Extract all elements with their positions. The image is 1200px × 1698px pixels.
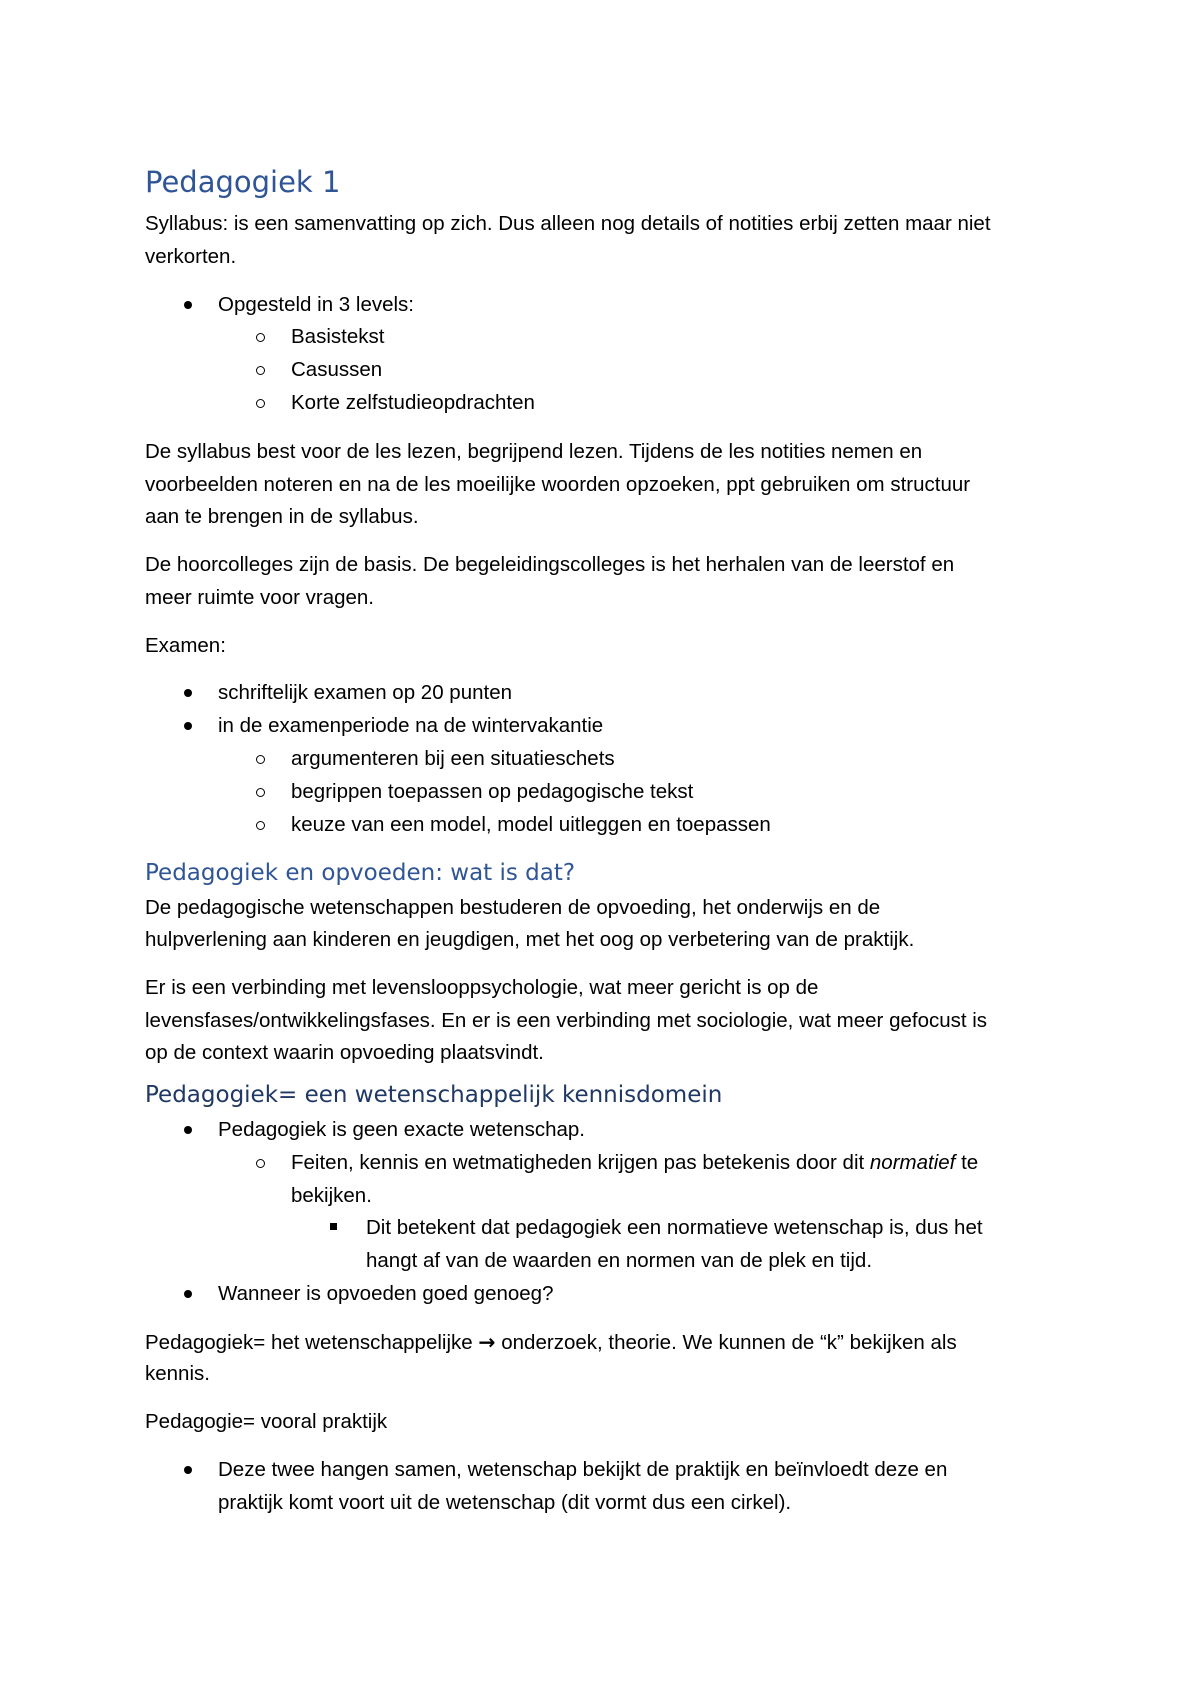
- bullet-disc-icon: [184, 722, 192, 730]
- pedagogie-definition: Pedagogie= vooral praktijk: [145, 1410, 388, 1433]
- syllabus-para-line-1: De syllabus best voor de les lezen, begrijpend lezen. Tijdens de les notities nemen en: [145, 440, 923, 463]
- pedagogiek-definition-line-1: Pedagogiek= het wetenschappelijke → onderzoek, theorie. We kunnen de “k” bekijken als: [145, 1330, 957, 1354]
- bullet-circle-icon: [256, 821, 265, 830]
- page-title: Pedagogiek 1: [145, 165, 341, 199]
- normatief-emphasis: normatief: [869, 1151, 956, 1174]
- bullet-disc-icon: [184, 1290, 192, 1298]
- section3-subsub-line-2: hangt af van de waarden en normen van de plek en tijd.: [366, 1249, 873, 1272]
- section3-bullet-1: Pedagogiek is geen exacte wetenschap.: [218, 1118, 585, 1141]
- section2-p2-line-1: Er is een verbinding met levenslooppsychologie, wat meer gericht is op de: [145, 976, 819, 999]
- section2-p1-line-2: hulpverlening aan kinderen en jeugdigen, met het oog op verbetering van de praktijk.: [145, 928, 915, 951]
- bullet-disc-icon: [184, 301, 192, 309]
- section3-sub-line-1: Feiten, kennis en wetmatigheden krijgen pas betekenis door dit normatief te: [291, 1151, 979, 1174]
- levels-item-1: Basistekst: [291, 325, 385, 348]
- exam-label: Examen:: [145, 634, 226, 657]
- pedagogiek-definition-line-2: kennis.: [145, 1362, 210, 1385]
- levels-item-3: Korte zelfstudieopdrachten: [291, 391, 535, 414]
- bullet-circle-icon: [256, 399, 265, 408]
- bullet-circle-icon: [256, 333, 265, 342]
- section-heading-opvoeden: Pedagogiek en opvoeden: wat is dat?: [145, 860, 576, 886]
- section3-sub-line-2: bekijken.: [291, 1184, 372, 1207]
- section-heading-kennisdomein: Pedagogiek= een wetenschappelijk kennisdomein: [145, 1082, 723, 1108]
- section3-bullet-2: Wanneer is opvoeden goed genoeg?: [218, 1282, 554, 1305]
- section3-bullet-3-line-1: Deze twee hangen samen, wetenschap bekijkt de praktijk en beïnvloedt deze en: [218, 1458, 948, 1481]
- section2-p2-line-2: levensfases/ontwikkelingsfases. En er is een verbinding met sociologie, wat meer gefocust is: [145, 1009, 988, 1032]
- syllabus-para-line-3: aan te brengen in de syllabus.: [145, 505, 419, 528]
- exam-bullet-1: schriftelijk examen op 20 punten: [218, 681, 513, 704]
- exam-sub-3: keuze van een model, model uitleggen en toepassen: [291, 813, 771, 836]
- intro-line-2: verkorten.: [145, 245, 237, 268]
- section3-bullet-3-line-2: praktijk komt voort uit de wetenschap (dit vormt dus een cirkel).: [218, 1491, 792, 1514]
- colleges-para-line-2: meer ruimte voor vragen.: [145, 586, 375, 609]
- exam-sub-2: begrippen toepassen op pedagogische tekst: [291, 780, 694, 803]
- bullet-circle-icon: [256, 1159, 265, 1168]
- section2-p1-line-1: De pedagogische wetenschappen bestuderen de opvoeding, het onderwijs en de: [145, 896, 881, 919]
- bullet-circle-icon: [256, 366, 265, 375]
- exam-bullet-2: in de examenperiode na de wintervakantie: [218, 714, 604, 737]
- bullet-disc-icon: [184, 1126, 192, 1134]
- levels-item-2: Casussen: [291, 358, 383, 381]
- section2-p2-line-3: op de context waarin opvoeding plaatsvindt.: [145, 1041, 544, 1064]
- bullet-circle-icon: [256, 788, 265, 797]
- bullet-disc-icon: [184, 1466, 192, 1474]
- arrow-right-icon: →: [478, 1330, 496, 1354]
- syllabus-para-line-2: voorbeelden noteren en na de les moeilijke woorden opzoeken, ppt gebruiken om structuur: [145, 473, 971, 496]
- intro-line-1: Syllabus: is een samenvatting op zich. Dus alleen nog details of notities erbij zetten maar niet: [145, 212, 991, 235]
- colleges-para-line-1: De hoorcolleges zijn de basis. De begeleidingscolleges is het herhalen van de leerstof en: [145, 553, 955, 576]
- section3-subsub-line-1: Dit betekent dat pedagogiek een normatieve wetenschap is, dus het: [366, 1216, 983, 1239]
- bullet-circle-icon: [256, 755, 265, 764]
- levels-label: Opgesteld in 3 levels:: [218, 293, 415, 316]
- exam-sub-1: argumenteren bij een situatieschets: [291, 747, 615, 770]
- bullet-disc-icon: [184, 689, 192, 697]
- bullet-square-icon: [330, 1223, 337, 1230]
